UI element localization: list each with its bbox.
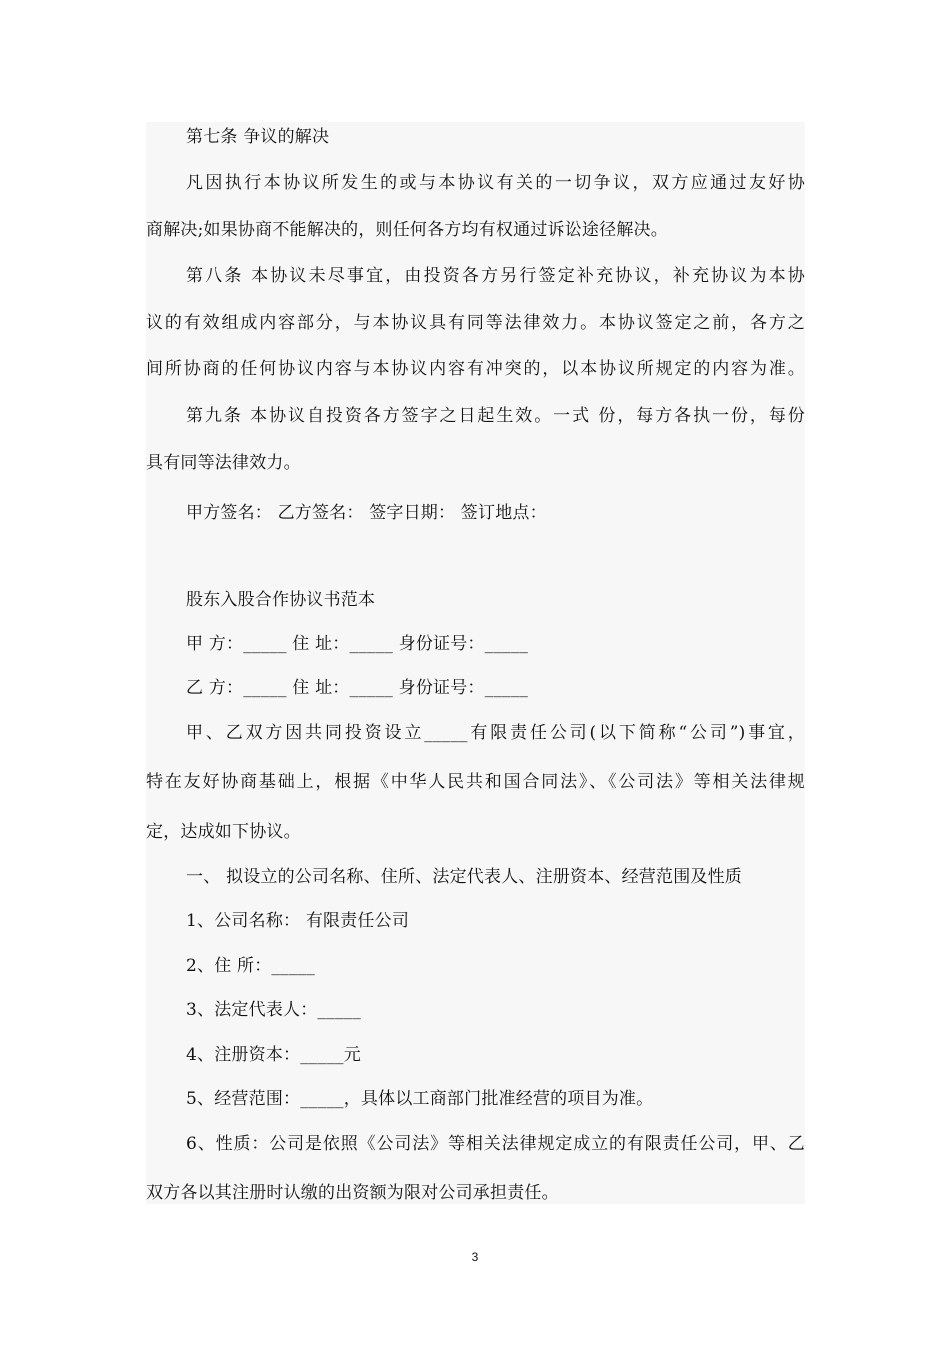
preamble-line-1: 甲、乙双方因共同投资设立_____有限责任公司(以下简称“公司”)事宜， — [186, 723, 805, 743]
address-item: 2、住 所：_____ — [186, 956, 315, 976]
article-9-paragraph-line-1: 第九条 本协议自投资各方签字之日起生效。一式 份，每方各执一份，每份 — [186, 406, 805, 426]
agreement-title: 股东入股合作协议书范本 — [186, 590, 376, 610]
party-b-info: 乙 方：_____ 住 址：_____ 身份证号：_____ — [186, 678, 529, 698]
article-8-paragraph-line-1: 第八条 本协议未尽事宜，由投资各方另行签定补充协议，补充协议为本协 — [186, 266, 805, 286]
business-scope-item: 5、经营范围：_____，具体以工商部门批准经营的项目为准。 — [186, 1089, 654, 1109]
legal-representative-item: 3、法定代表人：_____ — [186, 1000, 361, 1020]
article-7-paragraph-line-1: 凡因执行本协议所发生的或与本协议有关的一切争议，双方应通过友好协 — [186, 173, 805, 193]
nature-item-line-2: 双方各以其注册时认缴的出资额为限对公司承担责任。 — [146, 1183, 559, 1203]
registered-capital-item: 4、注册资本：_____元 — [186, 1045, 361, 1065]
party-a-info: 甲 方：_____ 住 址：_____ 身份证号：_____ — [186, 634, 529, 654]
article-7-paragraph-line-2: 商解决;如果协商不能解决的，则任何各方均有权通过诉讼途径解决。 — [146, 220, 668, 240]
company-name-item: 1、公司名称： 有限责任公司 — [186, 911, 410, 931]
signature-line: 甲方签名： 乙方签名： 签字日期： 签订地点： — [186, 503, 547, 523]
article-8-paragraph-line-2: 议的有效组成内容部分，与本协议具有同等法律效力。本协议签定之前，各方之 — [146, 313, 805, 333]
section-1-heading: 一、 拟设立的公司名称、住所、法定代表人、注册资本、经营范围及性质 — [186, 867, 743, 887]
page-number: 3 — [471, 1250, 479, 1264]
article-7-heading: 第七条 争议的解决 — [186, 127, 330, 147]
article-9-paragraph-line-2: 具有同等法律效力。 — [146, 453, 301, 473]
article-8-paragraph-line-3: 间所协商的任何协议内容与本协议内容有冲突的，以本协议所规定的内容为准。 — [146, 359, 805, 379]
nature-item-line-1: 6、性质：公司是依照《公司法》等相关法律规定成立的有限责任公司，甲、乙 — [186, 1134, 805, 1154]
preamble-line-2: 特在友好协商基础上，根据《中华人民共和国合同法》、《公司法》等相关法律规 — [146, 772, 805, 792]
preamble-line-3: 定，达成如下协议。 — [146, 822, 301, 842]
